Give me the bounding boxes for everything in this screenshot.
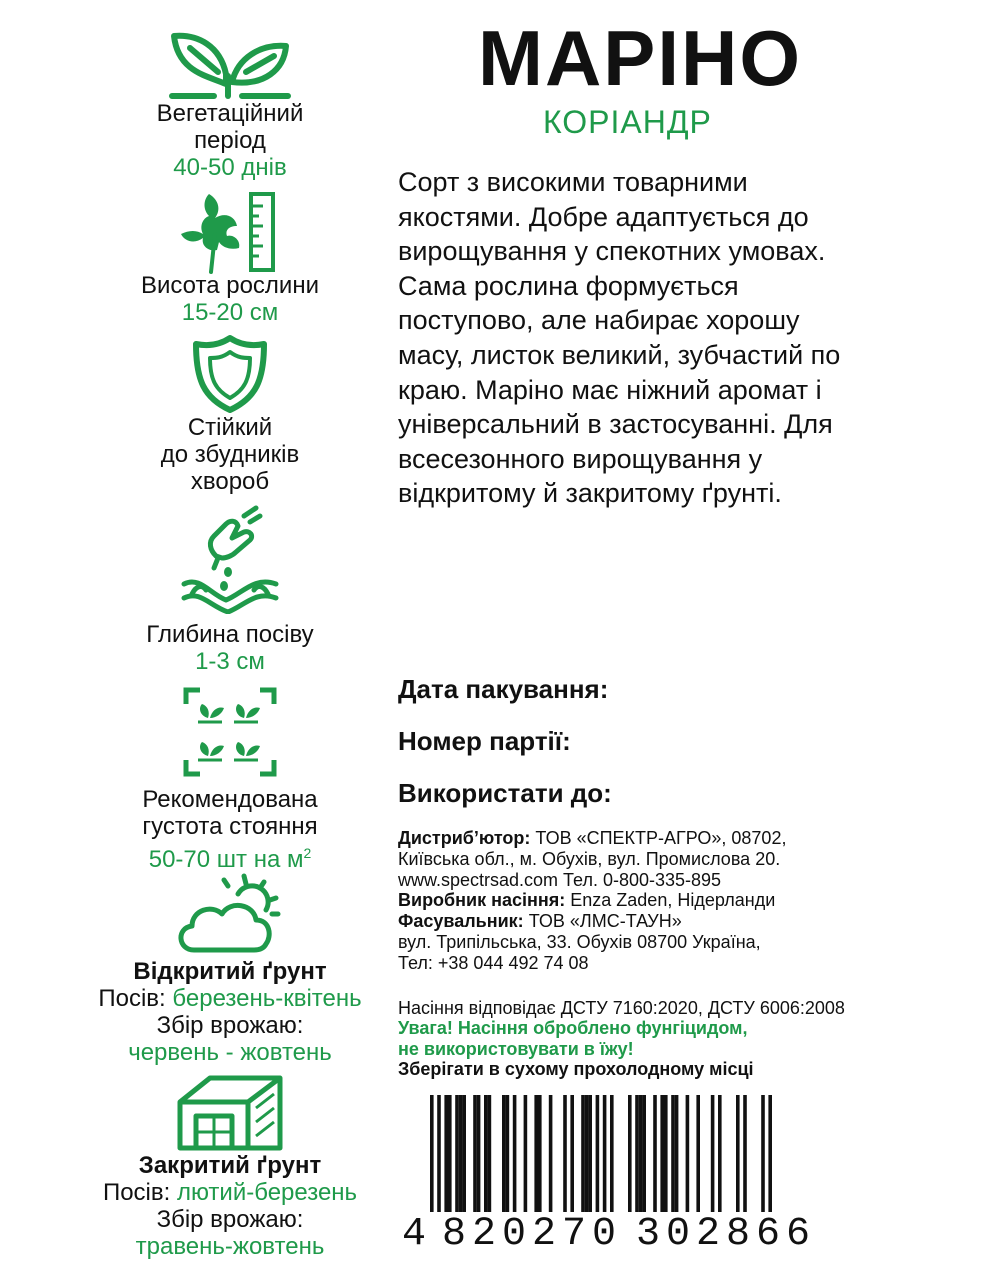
barcode-bar	[696, 1095, 700, 1213]
barcode-bar	[639, 1095, 643, 1213]
greenhouse-harvest-value: травень-жовтень	[135, 1233, 325, 1260]
barcode-bar	[711, 1095, 715, 1213]
barcode-bar	[610, 1095, 614, 1213]
barcode-bar	[664, 1095, 668, 1213]
notes	[398, 998, 958, 1080]
hand-seeds-icon	[180, 502, 280, 614]
barcode-digit: 0	[592, 1212, 619, 1257]
packer-text: ТОВ «ЛМС-ТАУН»	[523, 911, 682, 932]
barcode-bar	[570, 1095, 574, 1213]
warning-line-1: Увага! Насіння оброблено фунгіцидом,	[398, 1018, 748, 1039]
distributor-line	[398, 828, 958, 849]
barcode-digits	[400, 1212, 813, 1258]
barcode-bar	[743, 1095, 747, 1213]
barcode-bar	[736, 1095, 740, 1213]
barcode-bar	[462, 1095, 466, 1213]
open-ground-heading: Відкритий ґрунт	[133, 958, 327, 985]
producer-label: Виробник насіння:	[398, 890, 566, 911]
packer-line	[398, 911, 958, 932]
resistance-label-1: Стійкий	[187, 414, 273, 441]
packer-label: Фасувальник:	[398, 911, 524, 932]
plant-grid-icon	[182, 686, 278, 778]
description-line: Сама рослина формується	[398, 270, 739, 301]
open-ground-harvest-value: червень - жовтень	[128, 1039, 332, 1066]
barcode-bar	[459, 1095, 463, 1213]
barcode-bar	[628, 1095, 632, 1213]
barcode-bar	[563, 1095, 567, 1213]
greenhouse-harvest-label: Збір врожаю:	[156, 1206, 304, 1233]
description-line: Сорт з високими товарними	[398, 167, 748, 197]
barcode-digit: 0	[666, 1212, 693, 1257]
greenhouse-sowing-value: лютий-березень	[176, 1179, 358, 1206]
distributor-text: ТОВ «СПЕКТР-АГРО», 08702,	[530, 828, 787, 848]
barcode-bar	[585, 1095, 589, 1213]
barcode-bar	[534, 1095, 538, 1213]
sprout-icon	[168, 14, 292, 100]
barcode-bar	[671, 1095, 675, 1213]
height-value: 15-20 см	[181, 299, 279, 326]
distributor-contacts: www.spectrsad.com Тел. 0-800-335-895	[398, 869, 722, 890]
height-label: Висота рослини	[140, 272, 319, 299]
barcode-bar	[549, 1095, 553, 1213]
barcode-bar	[538, 1095, 542, 1213]
description-line: масу, листок великий, зубчастий по	[398, 339, 841, 370]
vegetation-label-2: період	[194, 127, 266, 154]
pack-date-label: Дата пакування:	[398, 674, 609, 704]
packer-phone: Тел: +38 044 492 74 08	[398, 952, 589, 973]
description-line: поступово, але набирає хорошу	[398, 305, 800, 336]
packer-address: вул. Трипільська, 33. Обухів 08700 Україна,	[398, 931, 761, 952]
greenhouse-block	[40, 1152, 420, 1260]
depth-label: Глибина посіву	[146, 621, 314, 648]
parsley-ruler-icon	[175, 190, 285, 274]
density-block	[40, 786, 420, 873]
barcode-bar	[448, 1095, 452, 1213]
product-title: МАРІНО	[478, 14, 802, 102]
distributor-address: Київська обл., м. Обухів, вул. Промислова 20.	[398, 848, 781, 869]
barcode-bar	[718, 1095, 722, 1213]
description	[398, 165, 958, 511]
barcode-bar	[686, 1095, 690, 1213]
use-by-label: Використати до:	[398, 778, 612, 808]
distribution-info	[398, 828, 958, 974]
barcode-bar	[455, 1095, 459, 1213]
producer-line	[398, 890, 958, 911]
description-line: якостями. Добре адаптується до	[398, 201, 809, 232]
barcode-digit: 7	[562, 1212, 589, 1257]
barcode-bar	[524, 1095, 528, 1213]
storage-note: Зберігати в сухому прохолодному місці	[398, 1059, 754, 1080]
open-ground-harvest-label: Збір врожаю:	[156, 1012, 304, 1039]
density-label-1: Рекомендована	[142, 786, 318, 813]
open-ground-sowing-value: березень-квітень	[172, 985, 362, 1012]
barcode-bar	[581, 1095, 585, 1213]
barcode-bar	[653, 1095, 657, 1213]
barcode-bar	[444, 1095, 448, 1213]
greenhouse-sowing-label: Посів:	[102, 1179, 177, 1206]
barcode-bar	[477, 1095, 481, 1213]
greenhouse-icon	[174, 1072, 286, 1152]
open-ground-sowing	[40, 985, 420, 1012]
depth-value: 1-3 см	[195, 648, 265, 675]
barcode-digit: 2	[696, 1212, 723, 1257]
description-line: краю. Маріно має ніжний аромат і	[398, 374, 822, 405]
barcode-digit: 4	[402, 1212, 429, 1257]
resistance-label-2: до збудників	[160, 441, 300, 468]
open-ground-sowing-label: Посів:	[98, 985, 173, 1012]
features-column	[40, 0, 420, 1265]
barcode-bar	[642, 1095, 646, 1213]
barcode-digit: 2	[532, 1212, 559, 1257]
barcode-bar	[675, 1095, 679, 1213]
barcode-digit: 8	[442, 1212, 469, 1257]
barcode-digit: 6	[786, 1212, 813, 1257]
greenhouse-sowing	[40, 1179, 420, 1206]
height-block	[40, 272, 420, 326]
pack-fields	[398, 672, 612, 828]
vegetation-block	[40, 100, 420, 181]
description-line: вирощування у спекотних умовах.	[398, 236, 826, 267]
batch-number-label: Номер партії:	[398, 726, 571, 756]
barcode-bar	[473, 1095, 477, 1213]
resistance-block	[40, 414, 420, 495]
description-line: відкритому й закритому ґрунті.	[398, 478, 782, 509]
greenhouse-heading: Закритий ґрунт	[138, 1152, 322, 1179]
density-label-2: густота стояння	[142, 813, 318, 840]
barcode-digit: 8	[726, 1212, 753, 1257]
vegetation-value: 40-50 днів	[173, 154, 287, 181]
distributor-label: Дистриб’ютор:	[398, 828, 531, 848]
standard-note: Насіння відповідає ДСТУ 7160:2020, ДСТУ 6006:2008	[398, 998, 845, 1018]
producer-text: Enza Zaden, Нідерланди	[565, 890, 776, 911]
barcode-bar	[484, 1095, 488, 1213]
resistance-label-3: хвороб	[190, 468, 270, 495]
sun-cloud-icon	[174, 870, 286, 956]
barcode-digit: 0	[502, 1212, 529, 1257]
density-value-line	[40, 840, 420, 873]
barcode-bar	[635, 1095, 639, 1213]
description-line: всесезонного вирощування у	[398, 443, 763, 474]
barcode-bar	[513, 1095, 517, 1213]
description-line: універсальний в застосуванні. Для	[398, 409, 833, 440]
density-unit-sup: 2	[303, 845, 312, 861]
shield-icon	[190, 334, 270, 414]
barcode-digit: 6	[756, 1212, 783, 1257]
barcode-bar	[506, 1095, 510, 1213]
depth-block	[40, 621, 420, 675]
barcode-bar	[502, 1095, 506, 1213]
open-ground-block	[40, 958, 420, 1066]
warning-line-2: не використовувати в їжу!	[398, 1038, 634, 1059]
barcode-bar	[660, 1095, 664, 1213]
barcode-digit: 2	[472, 1212, 499, 1257]
vegetation-label-1: Вегетаційний	[156, 100, 304, 127]
product-subtitle: КОРІАНДР	[543, 104, 712, 140]
barcode-bar	[588, 1095, 592, 1213]
density-value: 50-70 шт на м	[148, 846, 304, 873]
barcode-digit: 3	[636, 1212, 663, 1257]
barcode-bar	[488, 1095, 492, 1213]
